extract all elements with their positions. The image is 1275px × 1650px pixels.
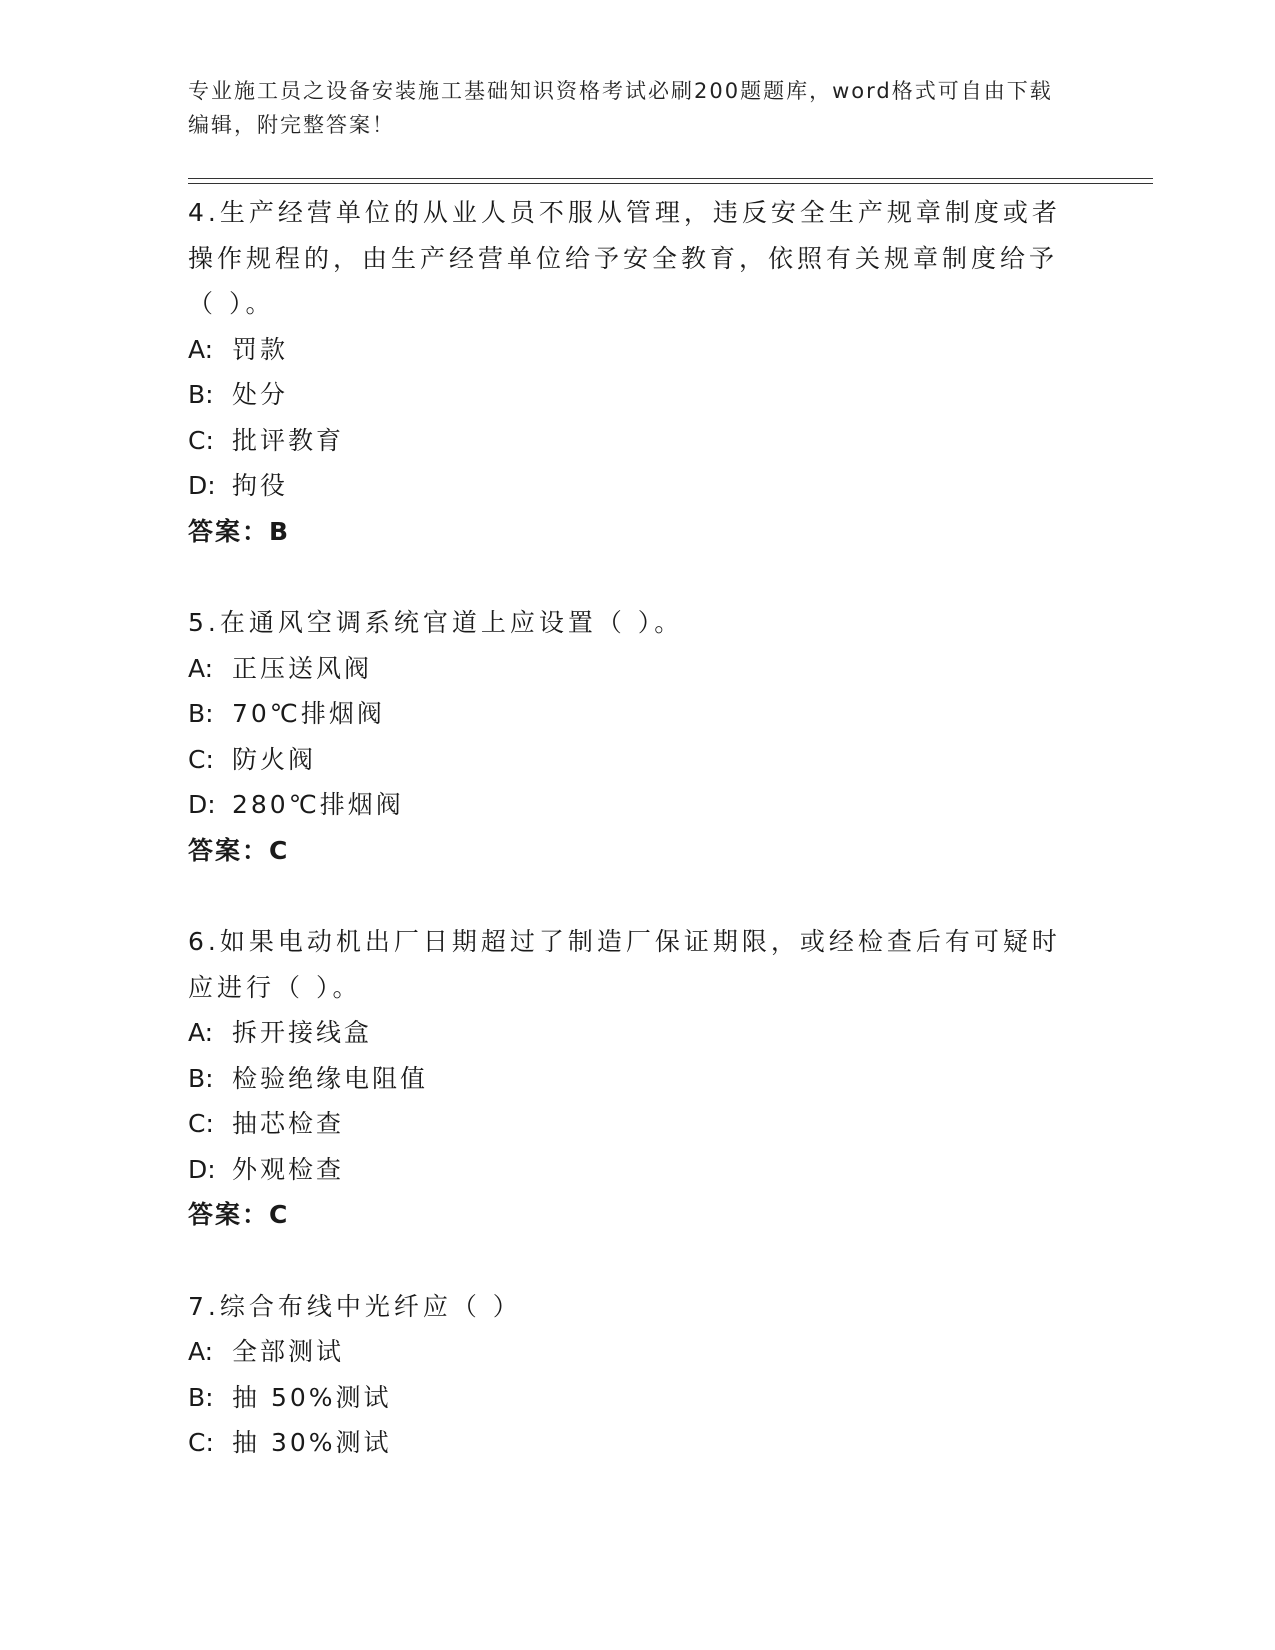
option-key: A: <box>188 334 214 364</box>
question-5 <box>188 600 1068 873</box>
option-a <box>188 1329 1068 1375</box>
option-key: A: <box>188 653 214 683</box>
document-header: 专业施工员之设备安装施工基础知识资格考试必刷200题题库，word格式可自由下载编辑，附完整答案！ <box>188 79 1053 137</box>
option-key: C: <box>188 744 214 774</box>
option-text: 检验绝缘电阻值 <box>232 1063 429 1093</box>
option-text: 拆开接线盒 <box>232 1018 373 1047</box>
header-rule-bottom <box>188 183 1153 184</box>
answer-line: 答案：B <box>188 516 291 546</box>
option-a <box>188 646 1068 692</box>
option-text: 拘役 <box>232 471 289 500</box>
option-key: C: <box>188 425 214 455</box>
answer-line: 答案：C <box>188 835 290 865</box>
question-7 <box>188 1284 1068 1466</box>
option-c <box>188 1420 1068 1466</box>
header-rule-top <box>188 178 1153 179</box>
option-text: 抽 50%测试 <box>232 1382 392 1412</box>
question-text: 7.综合布线中光纤应（ ） <box>188 1291 522 1321</box>
option-b <box>188 1375 1068 1421</box>
option-key: D: <box>188 790 216 819</box>
option-key: B: <box>188 699 214 728</box>
option-d <box>188 463 1068 509</box>
option-key: D: <box>188 1154 216 1184</box>
option-key: B: <box>188 1063 214 1093</box>
option-text: 抽 30%测试 <box>232 1428 392 1457</box>
option-text: 处分 <box>232 380 289 409</box>
option-text: 280℃排烟阀 <box>232 790 404 819</box>
option-key: C: <box>188 1109 214 1138</box>
option-text: 全部测试 <box>232 1337 345 1366</box>
option-key: B: <box>188 1382 214 1412</box>
option-text: 防火阀 <box>232 744 317 774</box>
option-b <box>188 1056 1068 1102</box>
option-text: 批评教育 <box>232 425 345 455</box>
option-b <box>188 372 1068 418</box>
option-a <box>188 1010 1068 1056</box>
question-4 <box>188 190 1068 554</box>
option-key: B: <box>188 380 214 409</box>
option-text: 罚款 <box>232 334 289 364</box>
option-c <box>188 1101 1068 1147</box>
question-text: 6.如果电动机出厂日期超过了制造厂保证期限，或经检查后有可疑时应进行（ ）。 <box>188 927 1061 1002</box>
option-text: 抽芯检查 <box>232 1109 345 1138</box>
option-d <box>188 1147 1068 1193</box>
option-key: C: <box>188 1428 214 1457</box>
option-text: 70℃排烟阀 <box>232 699 385 728</box>
option-b <box>188 691 1068 737</box>
question-text: 5.在通风空调系统官道上应设置（ ）。 <box>188 608 684 637</box>
answer-line: 答案：C <box>188 1200 290 1229</box>
question-6 <box>188 919 1068 1238</box>
option-d <box>188 782 1068 828</box>
option-key: A: <box>188 1337 214 1366</box>
option-key: D: <box>188 471 216 500</box>
option-text: 正压送风阀 <box>232 653 373 683</box>
option-c <box>188 418 1068 464</box>
option-text: 外观检查 <box>232 1154 345 1184</box>
option-c <box>188 737 1068 783</box>
option-a <box>188 327 1068 373</box>
question-list <box>188 190 1068 1512</box>
option-key: A: <box>188 1018 214 1047</box>
question-text: 4.生产经营单位的从业人员不服从管理，违反安全生产规章制度或者操作规程的，由生产经营单位给予安全教育，依照有关规章制度给予（ ）。 <box>188 198 1061 318</box>
